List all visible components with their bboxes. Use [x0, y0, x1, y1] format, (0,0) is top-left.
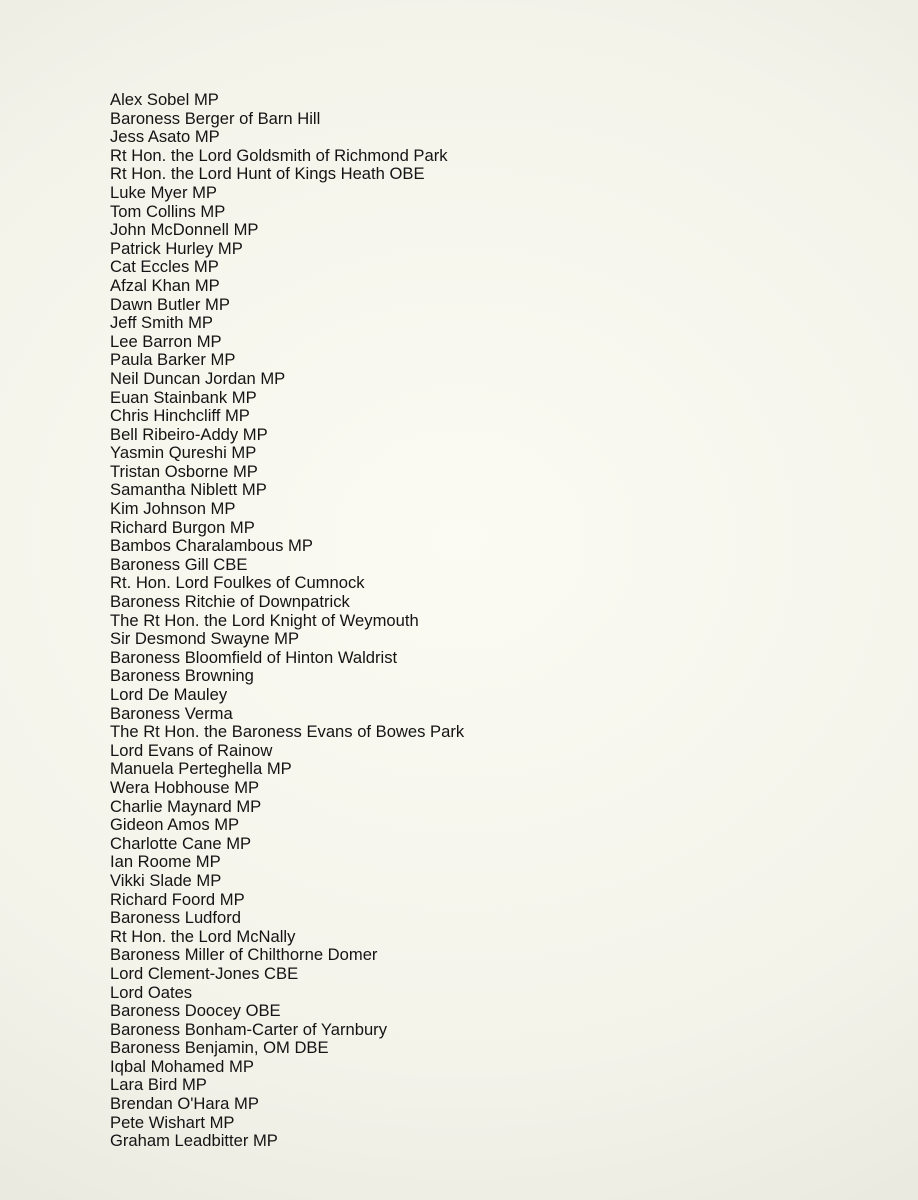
signatory-name: Patrick Hurley MP: [110, 238, 243, 258]
signatory-name: Tristan Osborne MP: [110, 461, 258, 481]
signatory-name: Wera Hobhouse MP: [110, 777, 260, 797]
signatory-name: Lord Evans of Rainow: [110, 740, 273, 760]
signatory-name: Afzal Khan MP: [110, 275, 220, 295]
signatory-name: Chris Hinchcliff MP: [110, 406, 250, 426]
signatory-name: Alex Sobel MP: [110, 90, 219, 109]
signatory-name: Samantha Niblett MP: [110, 480, 267, 500]
signatory-name: Baroness Berger of Barn Hill: [110, 108, 321, 128]
signatory-name: Paula Barker MP: [110, 350, 236, 370]
signatory-name: Rt Hon. the Lord Goldsmith of Richmond Park: [110, 145, 448, 165]
signatory-name: Baroness Benjamin, OM DBE: [110, 1038, 329, 1058]
signatory-name: Rt Hon. the Lord McNally: [110, 926, 296, 946]
signatory-name: Neil Duncan Jordan MP: [110, 368, 286, 388]
signatory-name: The Rt Hon. the Lord Knight of Weymouth: [110, 610, 419, 630]
signatory-name: Rt Hon. the Lord Hunt of Kings Heath OBE: [110, 164, 425, 184]
signatory-name: Baroness Ludford: [110, 908, 241, 928]
signatory-name: Iqbal Mohamed MP: [110, 1056, 254, 1076]
signatory-name: Baroness Doocey OBE: [110, 1001, 281, 1021]
signatory-name: Dawn Butler MP: [110, 294, 230, 314]
signatory-name: Luke Myer MP: [110, 182, 217, 202]
signatory-name: Graham Leadbitter MP: [110, 1131, 278, 1151]
signatory-name: Ian Roome MP: [110, 852, 221, 872]
signatory-name: Kim Johnson MP: [110, 499, 236, 519]
signatory-name: Brendan O'Hara MP: [110, 1094, 259, 1114]
signatory-name: Baroness Browning: [110, 666, 254, 686]
signatory-name: Baroness Bonham-Carter of Yarnbury: [110, 1019, 388, 1039]
signatory-name: Baroness Verma: [110, 703, 233, 723]
signatory-name: Gideon Amos MP: [110, 815, 240, 835]
signatory-list: [110, 91, 464, 1151]
signatory-name: Yasmin Qureshi MP: [110, 443, 257, 463]
signatory-name: Cat Eccles MP: [110, 257, 219, 277]
signatory-name: Sir Desmond Swayne MP: [110, 629, 300, 649]
signatory-name: Pete Wishart MP: [110, 1112, 235, 1132]
signatory-name: Lord Clement-Jones CBE: [110, 963, 299, 983]
signatory-name: Richard Foord MP: [110, 889, 245, 909]
signatory-name: Lord Oates: [110, 982, 193, 1002]
signatory-name: John McDonnell MP: [110, 220, 259, 240]
signatory-name: Bell Ribeiro-Addy MP: [110, 424, 268, 444]
signatory-name: Charlie Maynard MP: [110, 796, 262, 816]
signatory-name: Tom Collins MP: [110, 201, 226, 221]
signatory-name: Baroness Bloomfield of Hinton Waldrist: [110, 647, 398, 667]
signatory-name: Rt. Hon. Lord Foulkes of Cumnock: [110, 573, 365, 593]
signatory-name: The Rt Hon. the Baroness Evans of Bowes Park: [110, 722, 465, 742]
signatory-name: Lee Barron MP: [110, 331, 222, 351]
signatory-name: Lara Bird MP: [110, 1075, 207, 1095]
signatory-name: Jeff Smith MP: [110, 313, 213, 333]
signatory-name: Baroness Miller of Chilthorne Domer: [110, 945, 378, 965]
signatory-name: Vikki Slade MP: [110, 870, 222, 890]
signatory-name: Lord De Mauley: [110, 685, 228, 704]
signatory-name: Jess Asato MP: [110, 127, 220, 147]
signatory-name: Manuela Perteghella MP: [110, 759, 292, 779]
signatory-name: Charlotte Cane MP: [110, 833, 252, 853]
signatory-name: Bambos Charalambous MP: [110, 536, 313, 556]
signatory-name: Euan Stainbank MP: [110, 387, 257, 407]
signatory-name: Richard Burgon MP: [110, 517, 255, 537]
signatory-name: Baroness Gill CBE: [110, 554, 248, 574]
signatory-name: Baroness Ritchie of Downpatrick: [110, 592, 350, 612]
